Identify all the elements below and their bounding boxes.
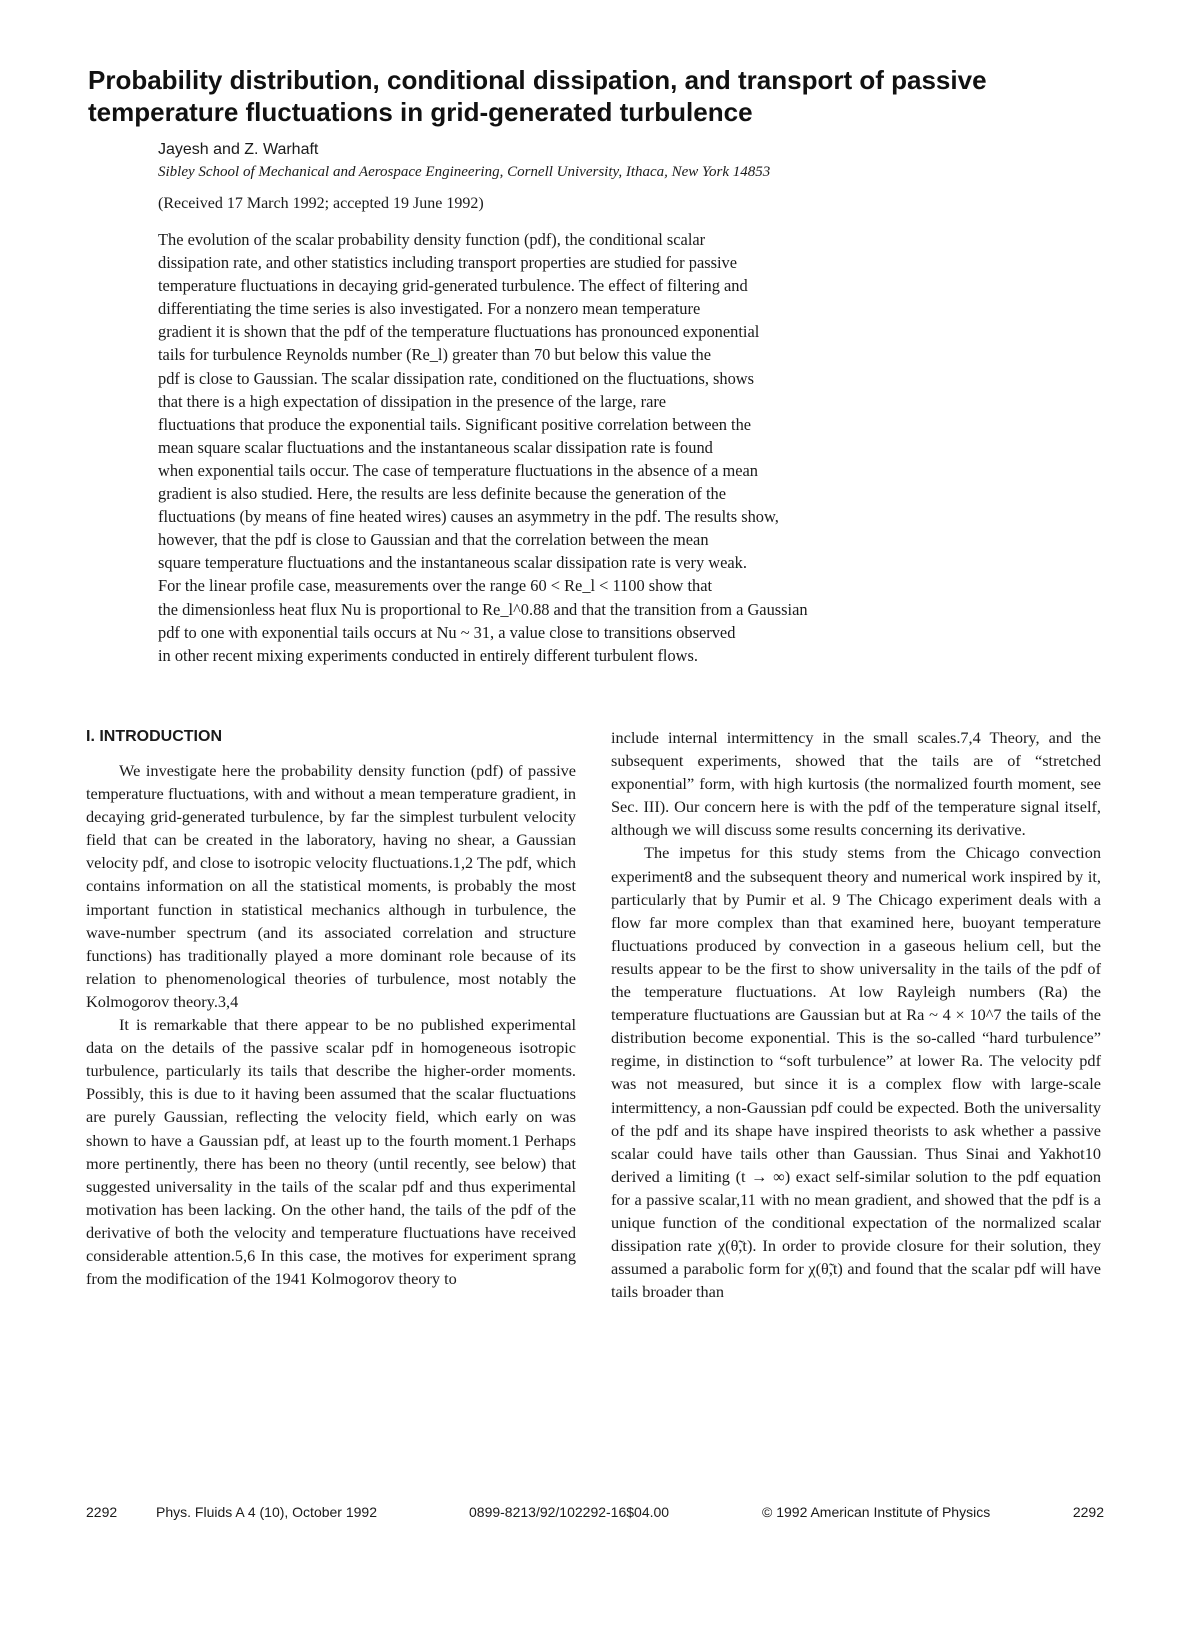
page-number-left: 2292 [86, 1504, 118, 1520]
received-dates: (Received 17 March 1992; accepted 19 June 1992) [158, 195, 484, 212]
abstract-line: For the linear profile case, measurements over the range 60 < Re_l < 1100 show that [158, 576, 713, 596]
abstract [158, 228, 958, 667]
abstract-line: differentiating the time series is also investigated. For a nonzero mean temperature [158, 299, 701, 319]
copyright-notice: © 1992 American Institute of Physics [762, 1504, 991, 1520]
affiliation: Sibley School of Mechanical and Aerospace Engineering, Cornell University, Ithaca, New York 14853 [158, 164, 771, 180]
abstract-line: gradient it is shown that the pdf of the temperature fluctuations has pronounced exponential [158, 322, 760, 342]
abstract-line: tails for turbulence Reynolds number (Re_l) greater than 70 but below this value the [158, 345, 712, 365]
section-heading: I. INTRODUCTION [86, 728, 222, 745]
abstract-line: fluctuations that produce the exponential tails. Significant positive correlation between the [158, 414, 752, 434]
article-code: 0899-8213/92/102292-16$04.00 [469, 1504, 670, 1520]
abstract-line: mean square scalar fluctuations and the instantaneous scalar dissipation rate is found [158, 437, 713, 457]
abstract-line: pdf to one with exponential tails occurs at Nu ~ 31, a value close to transitions observed [158, 622, 736, 642]
abstract-line: when exponential tails occur. The case of temperature fluctuations in the absence of a mean [158, 460, 758, 480]
abstract-line: square temperature fluctuations and the instantaneous scalar dissipation rate is very weak. [158, 553, 747, 573]
page-footer [86, 1500, 1104, 1524]
body-paragraph: The impetus for this study stems from the Chicago convection experiment8 and the subsequent theory and numerical work inspired by it, particularly that by Pumir et al. 9 The Chicago experiment deals with a flow far more complex than that examined here, buoyant temperature fluctuations produced by convection in a gaseous helium cell, but the results appear to be the first to show universality in the tails of the pdf of the temperature fluctuations. At low Rayleigh numbers (Ra) the temperature fluctuations are Gaussian but at Ra ~ 4 × 10^7 the tails of the distribution become exponential. This is the so-called “hard turbulence” regime, in distinction to “soft turbulence” at lower Ra. The velocity pdf was not measured, but since it is a complex flow with large-scale intermittency, a non-Gaussian pdf could be expected. Both the universality of the pdf and its shape have inspired theorists to ask whether a passive scalar could have tails other than Gaussian. Thus Sinai and Yakhot10 derived a limiting (t → ∞) exact self-similar solution to the pdf equation for a passive scalar,11 with no mean gradient, and showed that the pdf is a unique function of the conditional expectation of the normalized scalar dissipation rate χ(θ̃,t). In order to provide closure for their solution, they assumed a parabolic form for χ(θ̃,t) and found that the scalar pdf will have tails broader than [611, 843, 1101, 1302]
abstract-line: gradient is also studied. Here, the results are less definite because the generation of the [158, 484, 727, 504]
abstract-line: dissipation rate, and other statistics including transport properties are studied for passive [158, 253, 737, 273]
abstract-line: however, that the pdf is close to Gaussian and that the correlation between the mean [158, 530, 709, 550]
authors: Jayesh and Z. Warhaft [158, 141, 319, 158]
abstract-line: pdf is close to Gaussian. The scalar dissipation rate, conditioned on the fluctuations, shows [158, 368, 755, 388]
body-paragraph: It is remarkable that there appear to be no published experimental data on the details of the passive scalar pdf in homogeneous isotropic turbulence, particularly its tails that describe the higher-order moments. Possibly, this is due to it having been assumed that the scalar fluctuations are purely Gaussian, reflecting the velocity field, which early on was shown to have a Gaussian pdf, at least up to the fourth moment.1 Perhaps more pertinently, there has been no theory (until recently, see below) that suggested universality in the tails of the scalar pdf and thus experimental motivation has been lacking. On the other hand, the tails of the pdf of the derivative of both the velocity and temperature fluctuations have received considerable attention.5,6 In this case, the motives for experiment sprang from the modification of the 1941 Kolmogorov theory to [86, 1015, 576, 1289]
abstract-line: that there is a high expectation of dissipation in the presence of the large, rare [158, 391, 667, 411]
page-number-right: 2292 [1072, 1504, 1104, 1520]
journal-citation: Phys. Fluids A 4 (10), October 1992 [156, 1504, 378, 1520]
body-column-right [611, 726, 1101, 1303]
abstract-line: in other recent mixing experiments conducted in entirely different turbulent flows. [158, 645, 698, 665]
body-paragraph: include internal intermittency in the small scales.7,4 Theory, and the subsequent experiments, showed that the tails are of “stretched exponential” form, with high kurtosis (the normalized fourth moment, see Sec. III). Our concern here is with the pdf of the temperature signal itself, although we will discuss some results concerning its derivative. [611, 728, 1101, 840]
abstract-line: the dimensionless heat flux Nu is proportional to Re_l^0.88 and that the transition from a Gaussian [158, 599, 808, 619]
paper-title: Probability distribution, conditional dissipation, and transport of passive temperature fluctuations in grid-generated turbulence [88, 65, 987, 127]
abstract-line: The evolution of the scalar probability density function (pdf), the conditional scalar [158, 230, 706, 249]
body-column-left [86, 726, 576, 1290]
abstract-line: temperature fluctuations in decaying grid-generated turbulence. The effect of filtering and [158, 276, 748, 296]
body-paragraph: We investigate here the probability density function (pdf) of passive temperature fluctuations, with and without a mean temperature gradient, in decaying grid-generated turbulence, by far the simplest turbulent velocity field that can be created in the laboratory, having no shear, a Gaussian velocity pdf, and close to isotropic velocity fluctuations.1,2 The pdf, which contains information on all the statistical moments, is probably the most important function in statistical mechanics although in turbulence, the wave-number spectrum (and its associated correlation and structure functions) has traditionally played a more dominant role because of its relation to phenomenological theories of turbulence, most notably the Kolmogorov theory.3,4 [86, 761, 576, 1011]
abstract-line: fluctuations (by means of fine heated wires) causes an asymmetry in the pdf. The results show, [158, 507, 779, 527]
